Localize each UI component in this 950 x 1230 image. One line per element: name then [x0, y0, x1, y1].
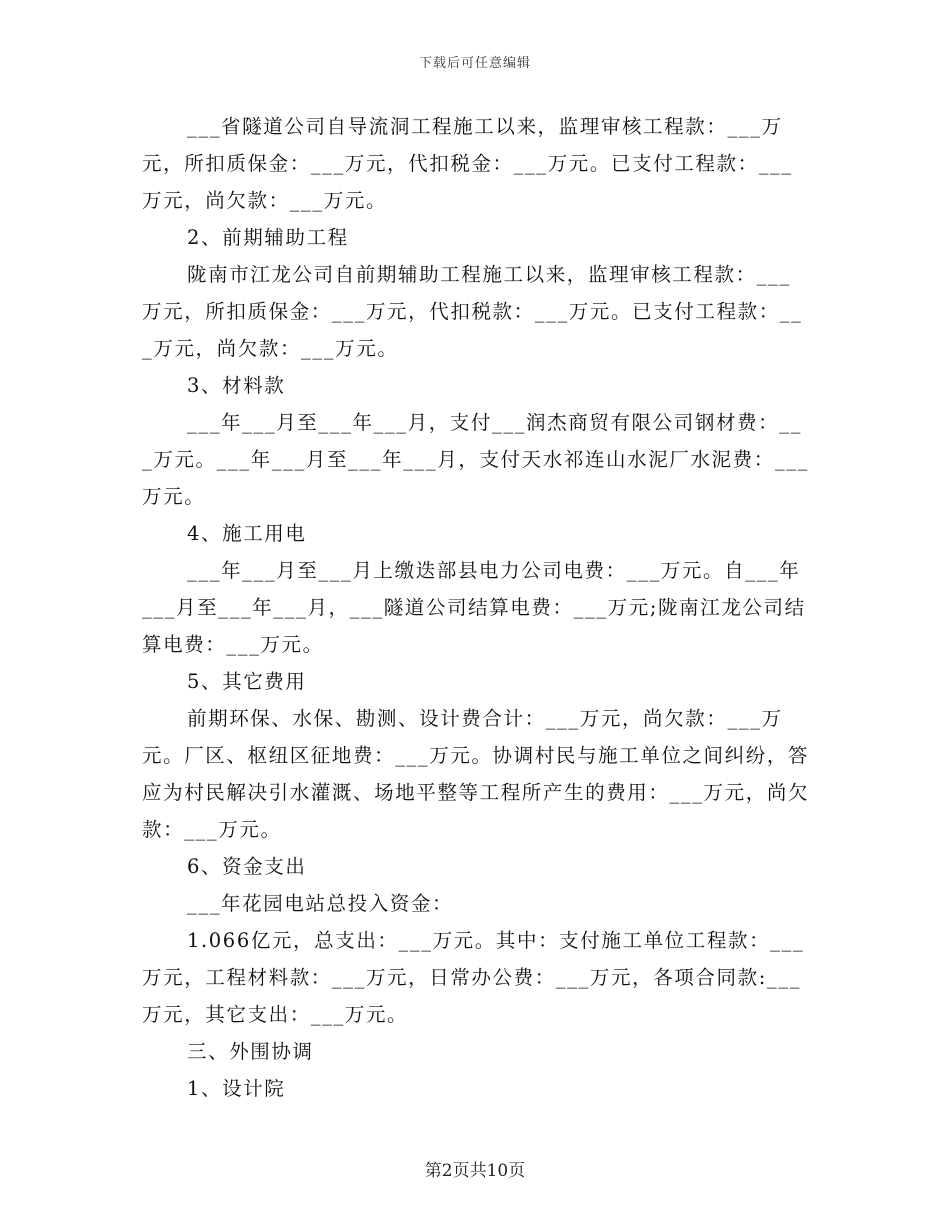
- page-header: 下载后可任意编辑: [418, 56, 531, 71]
- paragraph-other-costs: 前期环保、水保、勘测、设计费合计：___万元，尚欠款：___万元。厂区、枢纽区征地费：___万元。协调村民与施工单位之间纠纷，答应为村民解决引水灌溉、场地平整等工程所产生的费用：___万元，尚欠款：___万元。: [142, 707, 810, 841]
- paragraph-jianglong-payments: 陇南市江龙公司自前期辅助工程施工以来，监理审核工程款：___万元，所扣质保金：___万元，代扣税款：___万元。已支付工程款：___万元，尚欠款：___万元。: [142, 263, 803, 360]
- section-heading-other-costs: 5、其它费用: [187, 670, 307, 693]
- section-heading-design-institute: 1、设计院: [187, 1077, 286, 1100]
- page-number: 第2页共10页: [424, 1161, 526, 1181]
- section-heading-external-coordination: 三、外围协调: [187, 1040, 314, 1063]
- paragraph-total-investment: ___年花园电站总投入资金：: [187, 892, 454, 915]
- paragraph-expenditure-breakdown: 1.066亿元，总支出：___万元。其中：支付施工单位工程款：___万元，工程材料款：___万元，日常办公费：___万元，各项合同款:___万元，其它支出：___万元。: [142, 929, 805, 1026]
- section-heading-construction-power: 4、施工用电: [187, 522, 307, 545]
- section-heading-auxiliary-works: 2、前期辅助工程: [187, 226, 349, 249]
- document-body: [142, 108, 810, 1107]
- paragraph-tunnel-company-payments: ___省隧道公司自导流洞工程施工以来，监理审核工程款：___万元，所扣质保金：___万元，代扣税金：___万元。已支付工程款：___万元，尚欠款：___万元。: [142, 115, 793, 212]
- paragraph-construction-power: ___年___月至___月上缴迭部县电力公司电费：___万元。自___年___月至___年___月，___隧道公司结算电费：___万元;陇南江龙公司结算电费：___万元。: [142, 559, 806, 656]
- paragraph-materials: ___年___月至___年___月，支付___润杰商贸有限公司钢材费：___万元。___年___月至___年___月，支付天水祁连山水泥厂水泥费：___万元。: [142, 411, 809, 508]
- section-heading-materials: 3、材料款: [187, 374, 286, 397]
- section-heading-capital-expenditure: 6、资金支出: [187, 855, 307, 878]
